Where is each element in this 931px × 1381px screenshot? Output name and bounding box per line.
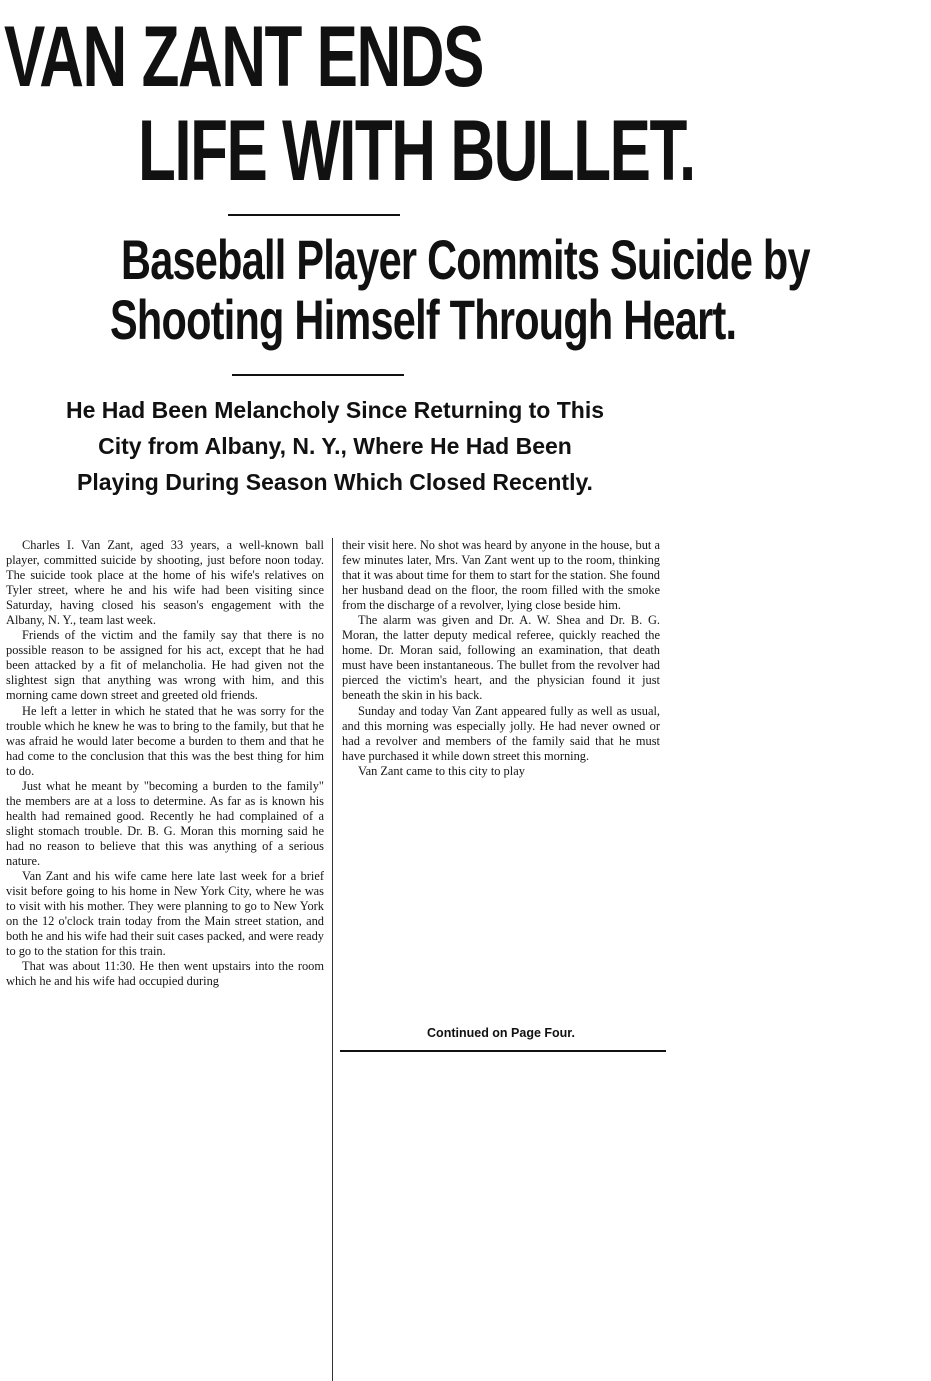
continued-notice: Continued on Page Four. [427,1026,575,1040]
headline-line-2: LIFE WITH BULLET. [138,103,695,199]
headline-line-1: VAN ZANT ENDS [4,9,483,105]
article-paragraph: That was about 11:30. He then went upstairs into the room which he and his wife had occupied during [6,959,324,989]
deck-line-2 [0,428,670,464]
subheadline-divider [232,374,404,376]
article-paragraph: The alarm was given and Dr. A. W. Shea and Dr. B. G. Moran, the latter deputy medical referee, quickly reached the home. Dr. Moran said, following an examination, that death must have been instantaneous. The bullet from the revolver had pierced the victim's heart, and the physician found it just beneath the skin in his back. [342,613,660,703]
article-paragraph: Friends of the victim and the family say that there is no possible reason to be assigned for his act, except that he had been attacked by a fit of melancholia. He had given not the slightest sign that anything was wrong with him, and this morning came down street and greeted old friends. [6,628,324,703]
deck-line-1 [0,392,670,428]
subheadline-line-1-text: Baseball Player Commits Suicide by [121,228,810,291]
subheadline-line-2-text: Shooting Himself Through Heart. [110,288,737,351]
deck-line-3-text: Playing During Season Which Closed Recently. [77,469,593,495]
article-paragraph: their visit here. No shot was heard by anyone in the house, but a few minutes later, Mrs. Van Zant went up to the room, thinking that it was about time for them to start for the station. She found her husband dead on the floor, the room filled with the smoke from the discharge of a revolver, lying close beside him. [342,538,660,613]
headline-divider [228,214,400,216]
article-paragraph: Just what he meant by "becoming a burden to the family" the members are at a loss to determine. As far as is known his health had remained good. Recently he had complained of a slight stomach trouble. Dr. B. G. Moran this morning said he had no reason to believe that this was anything of a serious nature. [6,778,324,868]
article-paragraph: Van Zant came to this city to play [358,763,525,778]
subheadline-line-1 [0,228,810,291]
subheadline-line-2 [0,288,737,351]
article-paragraph: Van Zant and his wife came here late last week for a brief visit before going to his home in New York City, where he was to visit with his mother. They were planning to go to New York on the 12 o'clock train today from the Main street station, and both he and his wife had their suit cases packed, and were ready to go to the station for this train. [6,869,324,959]
article-end-rule [340,1050,666,1052]
article-paragraph: Sunday and today Van Zant appeared fully as well as usual, and this morning was especially jolly. He had never owned or had a revolver and members of the family said that he must have purchased it while down street this morning. [342,703,660,763]
article-paragraph: He left a letter in which he stated that he was sorry for the trouble which he knew he was to bring to the family, but that he was afraid he would later become a burden to them and that he had come to the conclusion that this was the best thing for him to do. [6,703,324,778]
column-divider [332,538,333,1381]
deck-line-3 [0,464,670,500]
article-column-2 [342,538,660,779]
article-column-1 [6,538,324,989]
article-paragraph: Charles I. Van Zant, aged 33 years, a well-known ball player, committed suicide by shooting, just before noon today. The suicide took place at the home of his wife's relatives on Tyler street, where he and his wife had been visiting since Saturday, having closed his season's engagement with the Albany, N. Y., team last week. [6,538,324,628]
deck-line-2-text: City from Albany, N. Y., Where He Had Been [98,433,572,459]
deck-line-1-text: He Had Been Melancholy Since Returning to This [65,397,605,423]
